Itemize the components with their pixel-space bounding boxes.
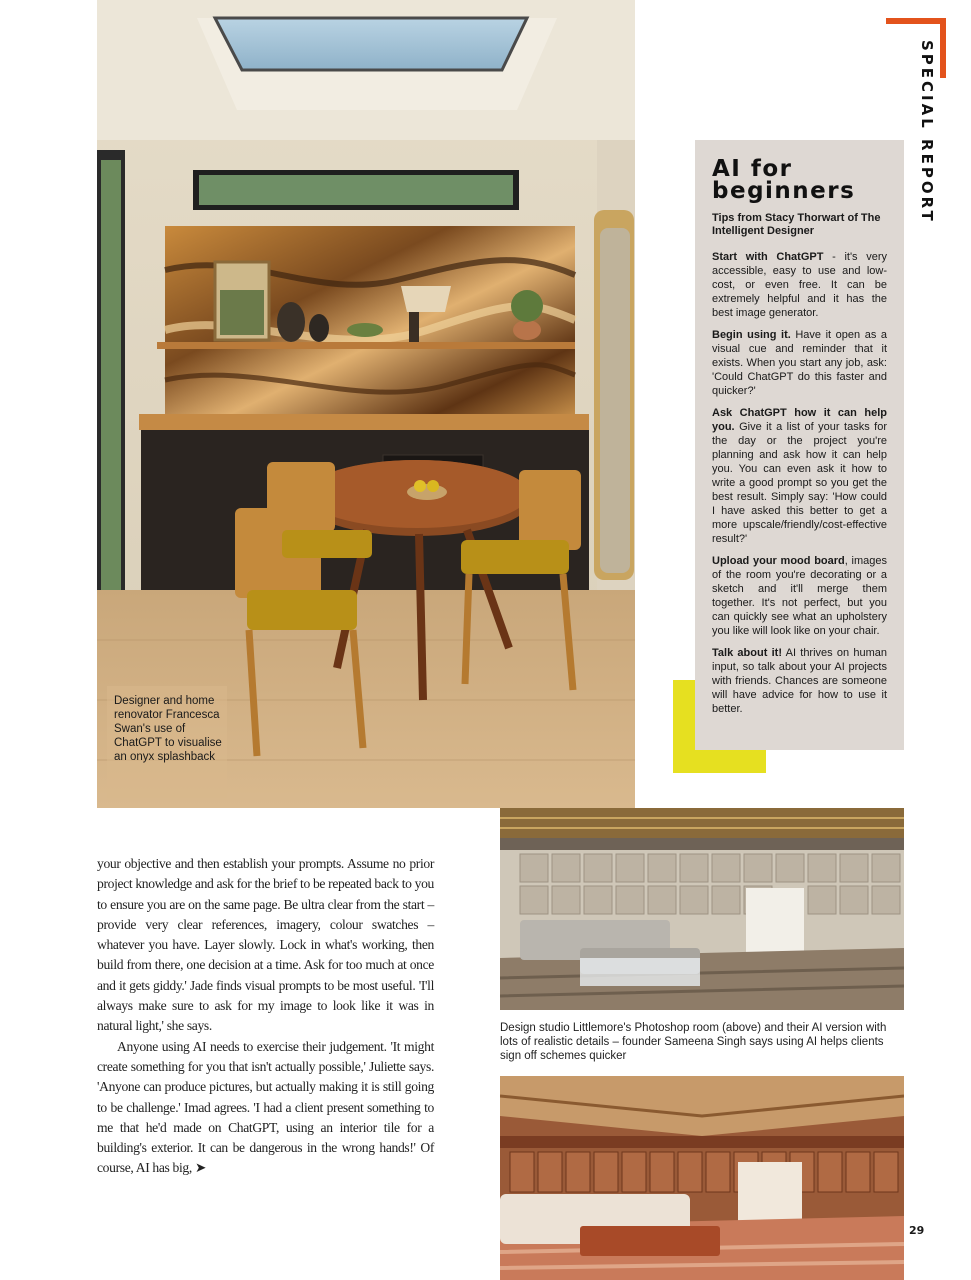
article-body [97,854,434,1179]
kitchen-illustration [97,0,635,808]
tip-text: , images of the room you're decorating or a sketch and it'll merge them together. It's not perfect, but you can quickly see what an upholstery you like will look like on your chair. [712,555,887,637]
tip-item [712,646,887,716]
tip-lead: Upload your mood board [712,555,845,567]
sidebar-subtitle: Tips from Stacy Thorwart of The Intelligent Designer [712,212,881,237]
body-paragraph [97,1037,434,1179]
tip-lead: Begin using it. [712,329,791,341]
tip-lead: Talk about it! [712,647,782,659]
ai-tips-sidebar [695,140,904,750]
photoshop-room-image [500,808,904,1010]
sidebar-title: AI for beginners [712,156,856,204]
studio-caption: Design studio Littlemore's Photoshop room (above) and their AI version with lots of realistic details – founder Sameena Singh says using AI helps clients sign off schemes quicker [500,1022,887,1062]
body-paragraph-text: Anyone using AI needs to exercise their judgement. 'It might create something for you that isn't actually possible,' Juliette says. 'Anyone can produce pictures, but actually making it is still going to be challenge.' Imad agrees. 'I had a client present something to me that he'd made on ChatGPT, using an interior tile for a building's exterior. It can be dangerous in the wrong hands!' Of course, AI has big, [97,1038,434,1176]
tip-item [712,328,887,398]
tip-lead: Ask ChatGPT how it can help you. [712,407,887,433]
tip-text: - it's very accessible, easy to use and low-cost, or even free. It can be extremely helpful and it has the best image generator. [712,251,887,319]
tip-item [712,554,887,638]
section-label: SPECIAL REPORT [918,40,936,224]
ai-room-illustration [500,1076,904,1280]
tip-lead: Start with ChatGPT [712,251,824,263]
tip-item [712,250,887,320]
tip-text: Give it a list of your tasks for the day or the project you're planning and ask how it can help you. You can even ask it how to write a good prompt so you get the best result. Simply say: 'How could I have asked this better to get a more upscale/friendly/cost-effective result?' [712,421,887,545]
continue-arrow-icon: ➤ [194,1160,207,1176]
ai-room-image [500,1076,904,1280]
tip-text: AI thrives on human input, so talk about your AI projects with friends. Chances are someone will have advice for how to use it better. [712,647,887,715]
page-number: 29 [909,1224,925,1237]
hero-kitchen-photo [97,0,635,808]
tip-item [712,406,887,546]
photoshop-room-illustration [500,808,904,1010]
tip-text: Have it open as a visual cue and reminder that it exists. When you start any job, ask: 'Could ChatGPT do this faster and quicker?' [712,329,887,397]
body-paragraph: your objective and then establish your prompts. Assume no prior project knowledge and ask for the brief to be repeated back to you to ensure you are on the same page. Be ultra clear from the start – provide very clear references, imagery, colour swatches – whatever you have. Layer slowly. Lock in what's working, then build from there, one decision at a time. Ask for too much at once and it gets giddy.' Jade finds visual prompts to be most useful. 'I'll always make sure to ask for my image to look like it was in natural light,' she says. [97,856,434,1034]
hero-caption: Designer and home renovator Francesca Swan's use of ChatGPT to visualise an onyx splashback [114,695,222,763]
